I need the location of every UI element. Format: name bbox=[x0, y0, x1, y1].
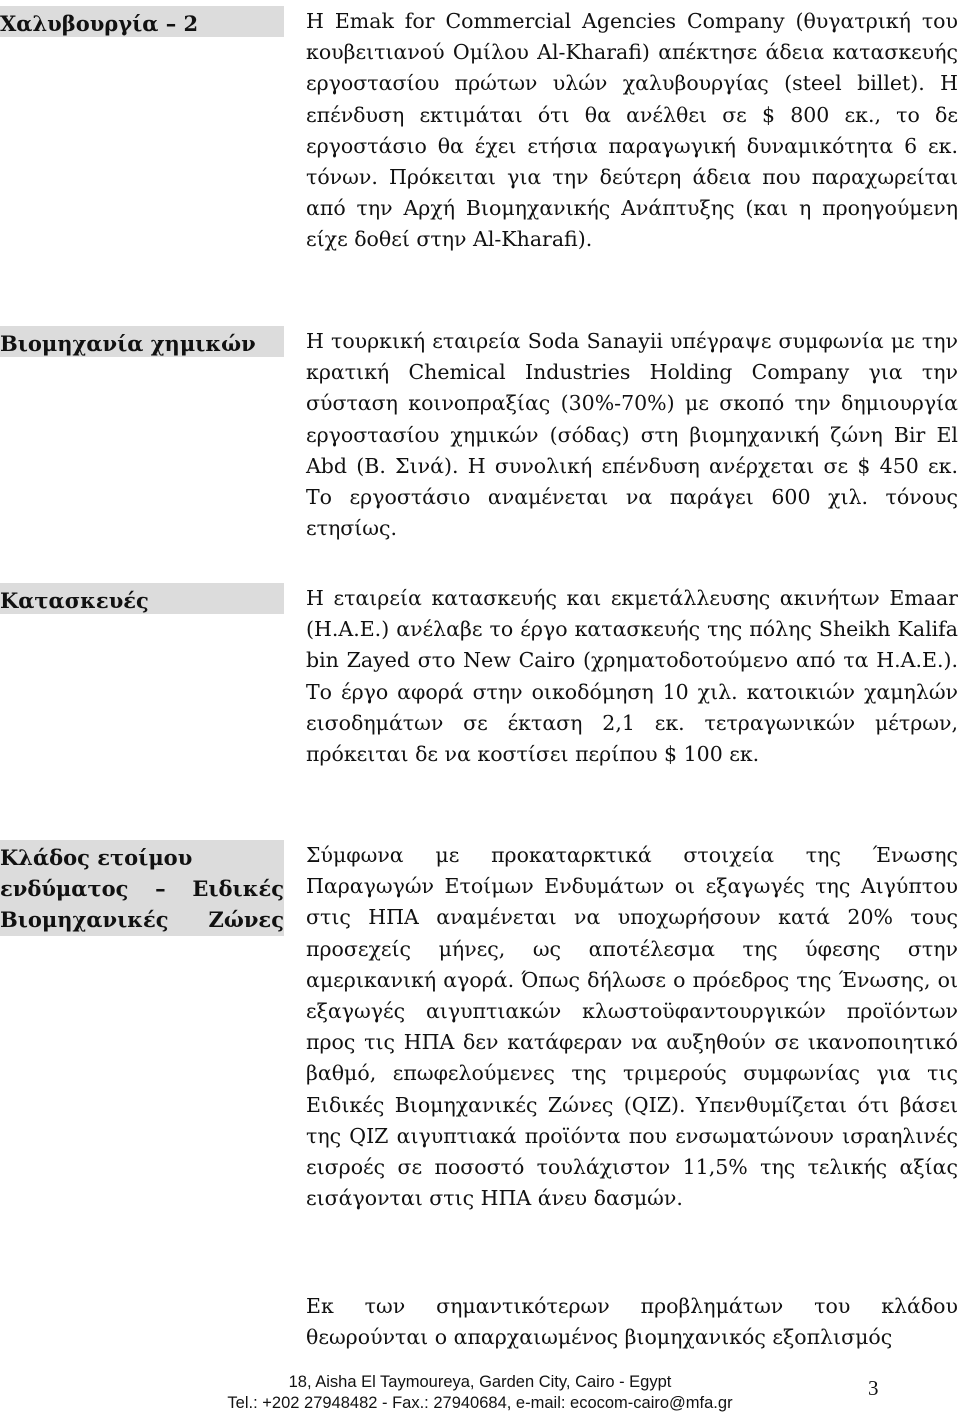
section-label bbox=[0, 6, 284, 37]
section-label-line: Χαλυβουργία – 2 bbox=[0, 11, 199, 36]
section-label bbox=[0, 583, 284, 614]
section-text: Σύμφωνα με προκαταρκτικά στοιχεία της Ένωσης Παραγωγών Ετοίμων Ενδυμάτων οι εξαγωγές της Αιγύπτου στις ΗΠΑ αναμένεται να υποχωρήσουν κατά 20% τους προσεχείς μήνες, ως αποτέλεσμα της ύφεσης στην αμερικανική αγορά. Όπως δήλωσε ο πρόεδρος της Ένωσης, οι εξαγωγές αιγυπτιακών κλωστοϋφαντουργικών προϊόντων προς τις ΗΠΑ δεν κατάφεραν να αυξηθούν σε ικανοποιητικό βαθμό, επωφελούμενες της τριμερούς συμφωνίας για τις Ειδικές Βιομηχανικές Ζώνες (QIZ). Υπενθυμίζεται ότι βάσει της QIZ αιγυπτιακά προϊόντα που ενσωματώνουν ισραηλινές εισροές σε ποσοστό τουλάχιστον 11,5% της τελικής αξίας εισάγονται στις ΗΠΑ άνευ δασμών. bbox=[306, 843, 958, 1211]
page-number: 3 bbox=[868, 1376, 879, 1400]
section-label-line: ενδύματος – Ειδικές bbox=[0, 876, 284, 901]
section-text: Η εταιρεία κατασκευής και εκμετάλλευσης ακινήτων Emaar (Η.Α.Ε.) ανέλαβε το έργο κατασκευής της πόλης Sheikh Kalifa bin Zayed στο New Cairo (χρηματοδοτούμενο από τα Η.Α.Ε.). Το έργο αφορά στην οικοδόμηση 10 χιλ. κατοικιών χαμηλών εισοδημάτων σε έκταση 2,1 εκ. τετραγωνικών μέτρων, πρόκειται δε να κοστίσει περίπου $ 100 εκ. bbox=[306, 586, 958, 767]
footer-address: 18, Aisha El Taymoureya, Garden City, Cairo - Egypt bbox=[288, 1373, 672, 1391]
section-text-continued: Εκ των σημαντικότερων προβλημάτων του κλάδου θεωρούνται ο απαρχαιωμένος βιομηχανικός εξοπλισμός bbox=[306, 1294, 958, 1350]
section-text: Η τουρκική εταιρεία Soda Sanayii υπέγραψε συμφωνία με την κρατική Chemical Industries Holding Company για την σύσταση κοινοπραξίας (30%-70%) με σκοπό την δημιουργία εργοστασίου χημικών (σόδας) στη βιομηχανική ζώνη Bir El Abd (Β. Σινά). Η συνολική επένδυση ανέρχεται σε $ 450 εκ. Το εργοστάσιο αναμένεται να παράγει 600 χιλ. τόνους ετησίως. bbox=[306, 329, 958, 541]
section-text: Η Emak for Commercial Agencies Company (θυγατρική του κουβειτιανού Ομίλου Al-Kharafi) απέκτησε άδεια κατασκευής εργοστασίου πρώτων υλών χαλυβουργίας (steel billet). Η επένδυση εκτιμάται ότι θα ανέλθει σε $ 800 εκ., το δε εργοστάσιο θα έχει ετήσια παραγωγική δυναμικότητα 6 εκ. τόνων. Πρόκειται για την δεύτερη άδεια που παραχωρείται από την Αρχή Βιομηχανικής Ανάπτυξης (και η προηγούμενη είχε δοθεί στην Al-Kharafi). bbox=[306, 9, 958, 252]
section-label-line: Κλάδος ετοίμου bbox=[0, 845, 193, 870]
section-label bbox=[0, 326, 284, 357]
section-label-line: Κατασκευές bbox=[0, 588, 149, 613]
footer-contact: Tel.: +202 27948482 - Fax.: 27940684, e-mail: ecocom-cairo@mfa.gr bbox=[227, 1394, 733, 1412]
section-label bbox=[0, 840, 284, 936]
page-footer bbox=[0, 1372, 960, 1414]
section-label-line: Βιομηχανία χημικών bbox=[0, 331, 256, 356]
section-label-line: Βιομηχανικές Ζώνες bbox=[0, 907, 284, 932]
